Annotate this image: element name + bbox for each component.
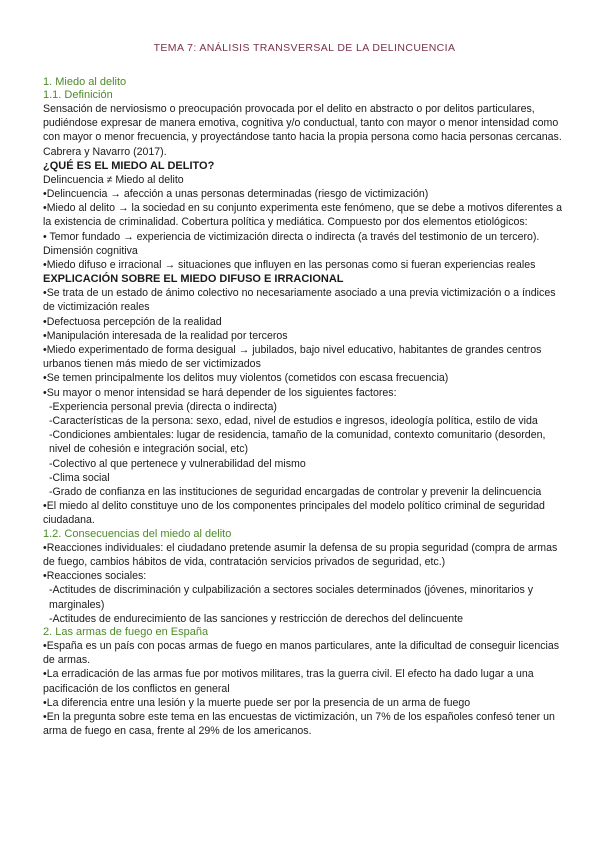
definition-paragraph: Sensación de nerviosismo o preocupación provocada por el delito en abstracto o por delitos particulares, pudiéndose expresar de manera emotiva, cognitiva y/o conductual, tanto con mayor o menor intensidad como con mayor o menor frecuencia, y proyectándose tanto hacia la propia persona como hacia personas cercanas. Cabrera y Navarro (2017). [43,103,562,158]
paragraph: Delincuencia ≠ Miedo al delito [43,173,184,186]
factor-item: -Grado de confianza en las instituciones de seguridad encargadas de controlar y prevenir la delincuencia [49,486,542,499]
bullet-item: •La erradicación de las armas fue por motivos militares, tras la guerra civil. El efecto ha dado lugar a una pacificación de los conflictos en general [43,668,534,695]
bullet-item: •El miedo al delito constituye uno de los componentes principales del modelo político criminal de seguridad ciudadana. [43,500,545,527]
bullet-item: •Reacciones individuales: el ciudadano pretende asumir la defensa de su propia seguridad (compra de armas de fuego, cambios hábitos de vida, contratación servicios privados de seguridad, etc.) [43,541,558,568]
bullet-item: •Se trata de un estado de ánimo colectivo no necesariamente asociado a una previa victimización o a índices de victimización reales [43,287,556,314]
subsection-heading: 1.2. Consecuencias del miedo al delito [43,527,232,540]
subsection-heading: 1.1. Definición [43,89,113,101]
factor-item: -Clima social [49,471,110,484]
factor-item: -Colectivo al que pertenece y vulnerabilidad del mismo [49,457,306,470]
bullet-item: •Defectuosa percepción de la realidad [43,315,222,328]
bullet-item: •Miedo experimentado de forma desigual → jubilados, bajo nivel educativo, habitantes de grandes centros urbanos tienen más miedo de ser victimizados [43,344,542,371]
sub-item: -Actitudes de endurecimiento de las sanciones y restricción de derechos del delincuente [49,612,463,625]
bullet-item: •Se temen principalmente los delitos muy violentos (cometidos con escasa frecuencia) [43,372,449,385]
bullet-item: •España es un país con pocas armas de fuego en manos particulares, ante la dificultad de conseguir licencias de armas. [43,639,560,667]
bullet-item: •Reacciones sociales: [43,570,147,583]
bullet-item: •Miedo difuso e irracional → situaciones que influyen en las personas como si fueran experiencias reales [43,259,536,272]
sub-item: -Actitudes de discriminación y culpabilización a sectores sociales determinados (jóvenes, minoritarios y marginales) [49,584,533,611]
factor-item: -Características de la persona: sexo, edad, nivel de estudios e ingresos, ideología política, estilo de vida [49,415,538,428]
bullet-item: •Miedo al delito → la sociedad en su conjunto experimenta este fenómeno, que se debe a motivos diferentes a la existencia de criminalidad. Cobertura política y mediática. Compuesto por dos elementos etiológicos: [43,202,563,229]
section-heading: 2. Las armas de fuego en España [43,625,209,638]
bullet-item: •Su mayor o menor intensidad se hará depender de los siguientes factores: [43,386,397,399]
bullet-item: •Delincuencia → afección a unas personas determinadas (riesgo de victimización) [43,188,429,201]
bullet-item: •La diferencia entre una lesión y la muerte puede ser por la presencia de un arma de fuego [43,696,471,709]
section-heading: 1. Miedo al delito [43,76,127,88]
bullet-item: •En la pregunta sobre este tema en las encuestas de victimización, un 7% de los españoles confesó tener un arma de fuego en casa, frente al 29% de los americanos. [43,710,555,738]
factor-item: -Condiciones ambientales: lugar de residencia, tamaño de la comunidad, contexto comunitario (desorden, nivel de cohesión e integración social, etc) [49,429,546,456]
page-title: TEMA 7: ANÁLISIS TRANSVERSAL DE LA DELINCUENCIA [153,42,456,54]
factor-item: -Experiencia personal previa (directa o indirecta) [49,400,277,413]
bullet-item: • Temor fundado → experiencia de victimización directa o indirecta (a través del testimonio de un tercero). Dimensión cognitiva [43,230,540,257]
question-heading: ¿QUÉ ES EL MIEDO AL DELITO? [43,159,215,172]
explanation-heading: EXPLICACIÓN SOBRE EL MIEDO DIFUSO E IRRACIONAL [43,273,344,286]
bullet-item: •Manipulación interesada de la realidad por terceros [43,329,288,342]
